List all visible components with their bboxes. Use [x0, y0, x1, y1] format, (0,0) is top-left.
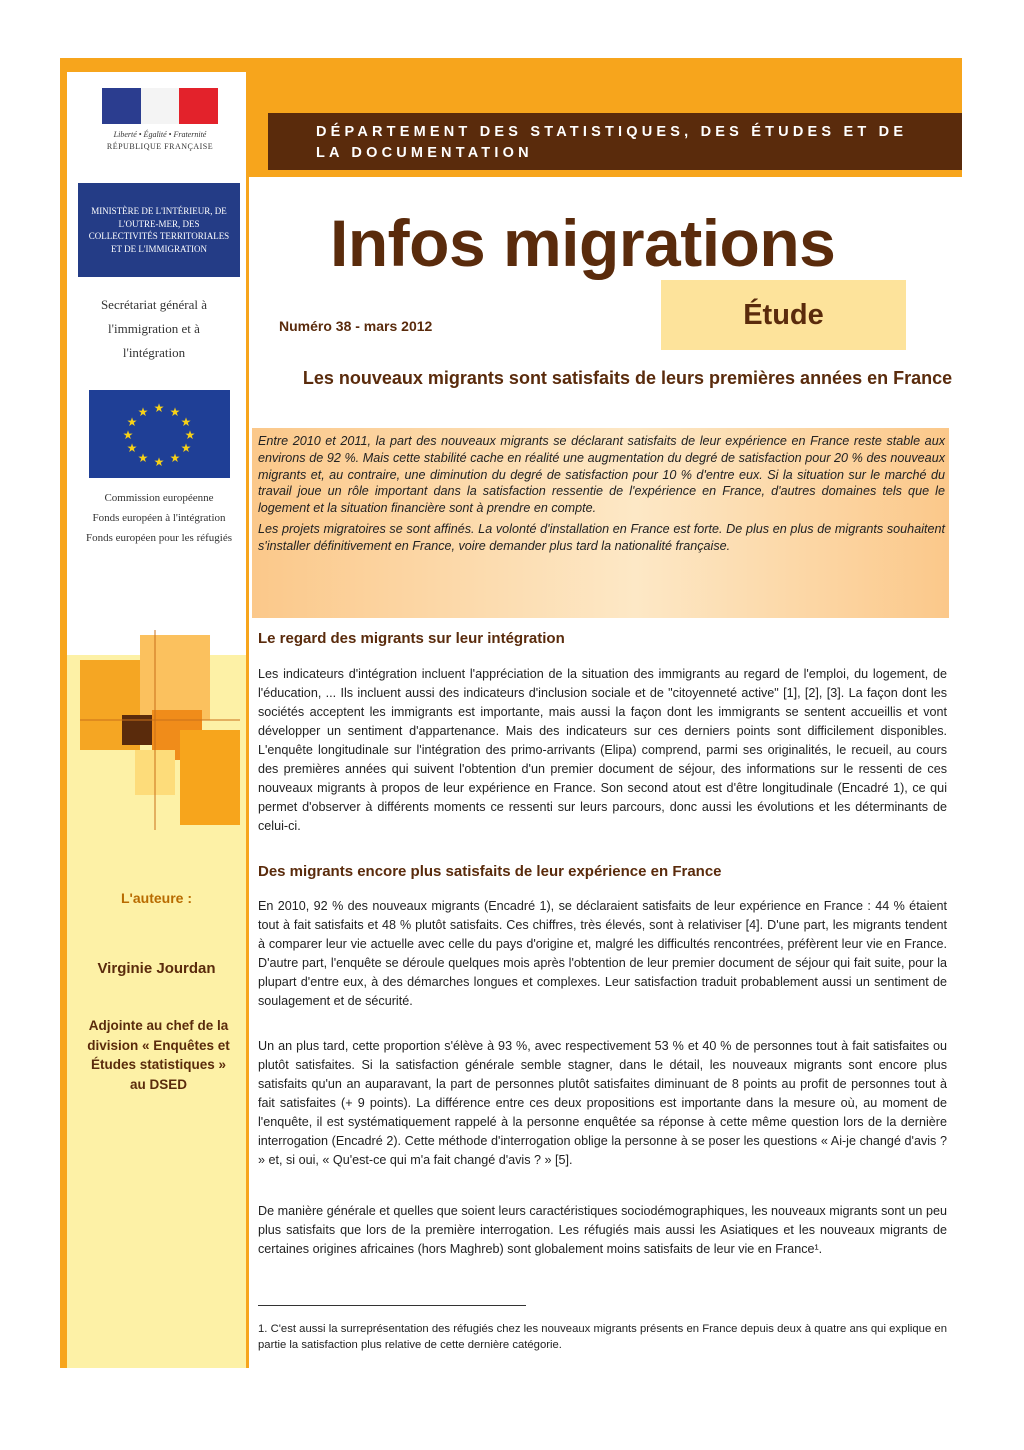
body-paragraph: En 2010, 92 % des nouveaux migrants (Encadré 1), se déclaraient satisfaits de leur expérience en France : 44 % étaient tout à fait satisfaits et 48 % plutôt satisfaits. Ces chiffres, très élevés, sont à relativiser [4]. D'une part, les migrants tendent à comparer leur vie actuelle avec celle du pays d'origine et, malgré les difficultés rencontrées, préfèrent leur vie en France. D'autre part, l'enquête se déroule quelques mois après l'obtention de leur premier document de séjour qui fait suite, pour la plupart d'entre eux, à des démarches longues et complexes. Leur satisfaction traduit probablement aussi un sentiment de soulagement et de sécurité.	[258, 899, 947, 1008]
eu-caption	[78, 490, 240, 550]
body-text	[258, 1202, 947, 1259]
footnote-divider	[258, 1305, 526, 1306]
french-flag-icon	[102, 88, 218, 124]
eu-flag-icon	[89, 390, 230, 478]
svg-text:★: ★	[137, 451, 149, 465]
author-role: Adjointe au chef de la division « Enquêtes et Études statistiques » au DSED	[87, 1018, 230, 1092]
body-text	[258, 1037, 947, 1170]
svg-text:★: ★	[137, 405, 149, 419]
svg-text:★: ★	[153, 455, 165, 469]
abstract-paragraph: Entre 2010 et 2011, la part des nouveaux migrants se déclarant satisfaits de leur expérience en France reste stable aux environs de 92 %. Mais cette stabilité cache en réalité une augmentation du degré de satisfaction pour 20 % des nouveaux migrants et, au contraire, une diminution du degré de satisfaction pour 10 % d'entre eux. Si la situation sur le marché du travail joue un rôle important dans la satisfaction ressentie de l'expérience en France, d'autres domaines tels que le logement et la situation financière sont à prendre en compte.	[258, 434, 945, 516]
eu-fund-refugees-label: Fonds européen pour les réfugiés	[85, 532, 233, 544]
body-text	[258, 897, 947, 1011]
logo-motto: Liberté • Égalité • Fraternité	[113, 130, 207, 139]
footnote: 1. C'est aussi la surreprésentation des réfugiés chez les nouveaux migrants présents en France depuis deux à quatre ans qui explique en partie la satisfaction plus relative de cette dernière catégorie.	[258, 1323, 947, 1351]
body-paragraph: De manière générale et quelles que soient leurs caractéristiques sociodémographiques, les nouveaux migrants sont un peu plus satisfaits que lors de la première interrogation. Les réfugiés mais aussi les Asiatiques et les nouveaux migrants de certaines origines africaines (hors Maghreb) sont globalement moins satisfaits de leur vie en France¹.	[258, 1204, 947, 1256]
document-type-badge: Étude	[661, 280, 906, 350]
abstract-box	[252, 428, 949, 618]
eu-fund-integration-label: Fonds européen à l'intégration	[92, 512, 226, 524]
author-name: Virginie Jourdan	[97, 960, 216, 977]
svg-text:★: ★	[126, 441, 138, 455]
body-paragraph: Les indicateurs d'intégration incluent l'appréciation de la situation des immigrants au regard de l'emploi, du logement, de l'éducation, ... Ils incluent aussi des indicateurs d'inclusion sociale et de "citoyenneté active" [1], [2], [3]. La façon dont les sociétés acceptent les immigrants est importante, mais aussi la façon dont les immigrants se sentent accueillis et vont développer un sentiment d'appartenance. Mais des indicateurs sur ces derniers points sont difficilement disponibles. L'enquête longitudinale sur l'intégration des primo-arrivants (Elipa) comprend, parmi ses originalités, le recueil, au cours des premières années qui suivent l'obtention d'un premier document de séjour, des informations sur le ressenti de ces nouveaux migrants à propos de leur expérience en France. Son second atout est d'être longitudinale (Encadré 1), ce qui permet d'observer à différents moments ce ressenti sur leurs parcours, donc aussi les évolutions et les déterminants de celui-ci.	[258, 667, 947, 833]
body-text	[258, 665, 947, 836]
svg-text:★: ★	[126, 415, 138, 429]
svg-text:★: ★	[153, 401, 165, 415]
svg-text:★: ★	[180, 415, 192, 429]
column-divider	[246, 72, 249, 1368]
decorative-squares	[80, 630, 240, 830]
svg-text:★: ★	[169, 451, 181, 465]
section-heading: Le regard des migrants sur leur intégration	[258, 630, 565, 647]
svg-text:★: ★	[169, 405, 181, 419]
svg-text:★: ★	[180, 441, 192, 455]
issue-number: Numéro 38 - mars 2012	[279, 318, 433, 334]
abstract-paragraph: Les projets migratoires se sont affinés. La volonté d'installation en France est forte. De plus en plus de migrants souhaitent s'installer définitivement en France, voire demander plus tard la nationalité française.	[258, 521, 945, 553]
svg-text:★: ★	[122, 428, 134, 442]
ministry-logo: MINISTÈRE DE L'INTÉRIEUR, DE L'OUTRE-MER, DES COLLECTIVITÉS TERRITORIALES ET DE L'IMMIGRATION	[78, 183, 240, 277]
body-paragraph: Un an plus tard, cette proportion s'élève à 93 %, avec respectivement 53 % et 40 % de personnes tout à fait satisfaites ou plutôt satisfaites. Si la satisfaction générale semble stagner, dans le détail, les nouveaux migrants sont encore plus satisfaits qu'un an auparavant, la part de personnes plutôt satisfaites diminuant de 8 points au profit de personnes tout à fait satisfaites (+ 9 points). La différence entre ces deux propositions est importante dans la mesure où, au moment de l'enquête, il est systématiquement rappelé à la personne enquêtée sa réponse à cette même question lors de la dernière interrogation (Encadré 2). Cette méthode d'interrogation oblige la personne à se poser les questions « Ai-je changé d'avis ? » et, si oui, « Qu'est-ce qui m'a fait changé d'avis ? » [5].	[258, 1039, 947, 1167]
department-label: DÉPARTEMENT DES STATISTIQUES, DES ÉTUDES ET DE LA DOCUMENTATION	[316, 124, 908, 161]
svg-text:★: ★	[184, 428, 196, 442]
secretariat-label: Secrétariat général à l'immigration et à l'intégration	[100, 297, 208, 360]
eu-commission-label: Commission européenne	[104, 492, 214, 504]
article-title: Les nouveaux migrants sont satisfaits de leurs premières années en France	[302, 368, 953, 388]
top-orange-bar	[60, 58, 962, 72]
section-heading: Des migrants encore plus satisfaits de leur expérience en France	[258, 863, 722, 880]
author-label: L'auteure :	[120, 890, 192, 906]
republique-francaise-logo	[80, 72, 240, 167]
left-orange-bar	[60, 58, 67, 1368]
publication-title: Infos migrations	[330, 206, 836, 280]
logo-republic: RÉPUBLIQUE FRANÇAISE	[106, 142, 214, 151]
